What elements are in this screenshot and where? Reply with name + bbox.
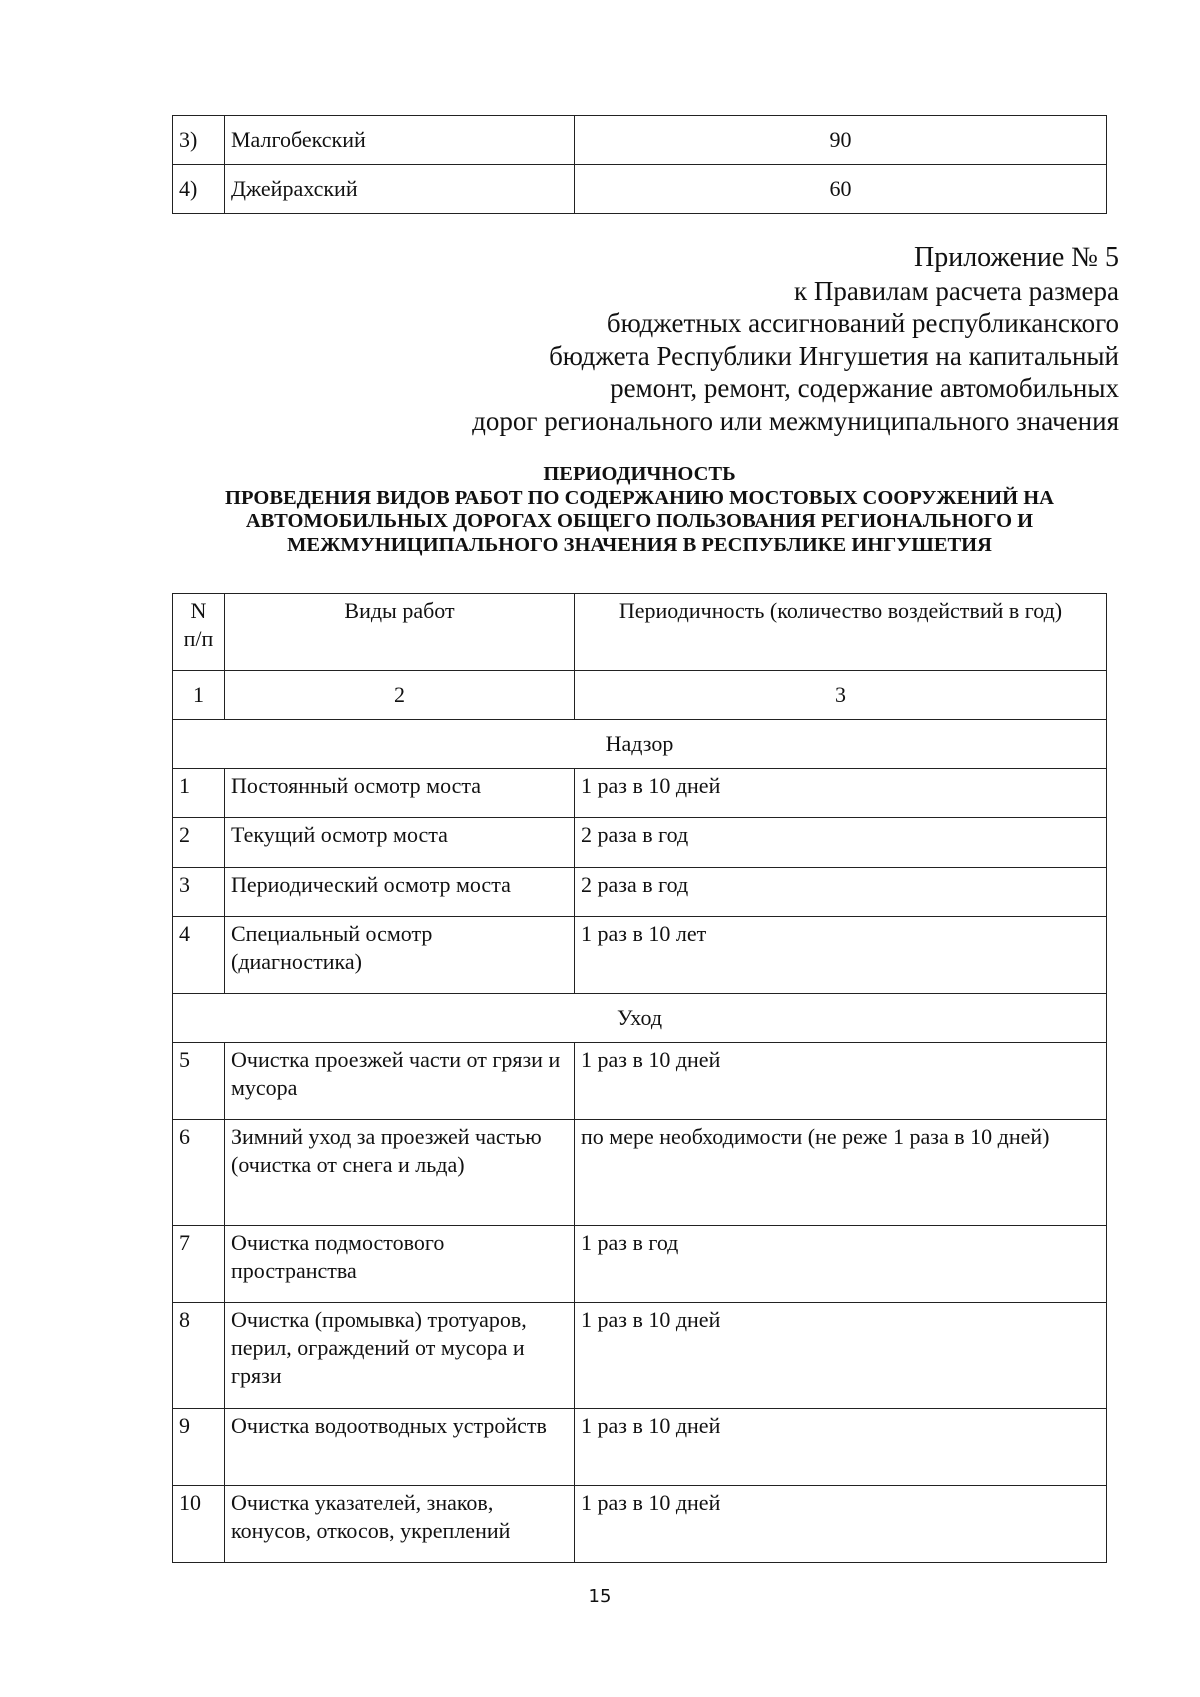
periodicity: 2 раза в год — [575, 868, 1107, 917]
table-row — [173, 1226, 1107, 1303]
district-value: 60 — [575, 165, 1107, 214]
work-type: Очистка указателей, знаков, конусов, откосов, укреплений — [225, 1486, 575, 1563]
table-row — [173, 1303, 1107, 1409]
work-type: Очистка (промывка) тротуаров, перил, ограждений от мусора и грязи — [225, 1303, 575, 1409]
appendix-line: к Правилам расчета размера — [793, 275, 1119, 306]
column-number: 2 — [225, 671, 575, 720]
row-number: 5 — [173, 1043, 225, 1120]
header-number: N п/п — [173, 594, 225, 671]
column-number: 1 — [173, 671, 225, 720]
row-number: 1 — [173, 769, 225, 818]
row-number: 8 — [173, 1303, 225, 1409]
row-number: 9 — [173, 1409, 225, 1486]
header-work: Виды работ — [225, 594, 575, 671]
table-row — [173, 917, 1107, 994]
periodicity: по мере необходимости (не реже 1 раза в 10 дней) — [575, 1120, 1107, 1226]
appendix-line: Приложение № 5 — [914, 242, 1119, 273]
appendix-header — [359, 242, 1119, 437]
table-row — [173, 1486, 1107, 1563]
title-line: ПРОВЕДЕНИЯ ВИДОВ РАБОТ ПО СОДЕРЖАНИЮ МОСТОВЫХ СООРУЖЕНИЙ НА — [225, 486, 1054, 509]
table-row — [173, 769, 1107, 818]
district-value: 90 — [575, 116, 1107, 165]
document-title — [172, 463, 1107, 557]
appendix-line: бюджета Республики Ингушетия на капитальный — [549, 340, 1119, 371]
table-row — [173, 868, 1107, 917]
row-number: 2 — [173, 818, 225, 868]
periodicity: 1 раз в 10 дней — [575, 1043, 1107, 1120]
column-number: 3 — [575, 671, 1107, 720]
title-line: ПЕРИОДИЧНОСТЬ — [543, 463, 736, 485]
title-line: МЕЖМУНИЦИПАЛЬНОГО ЗНАЧЕНИЯ В РЕСПУБЛИКЕ ИНГУШЕТИЯ — [287, 533, 992, 556]
table-row — [173, 116, 1107, 165]
work-type: Специальный осмотр (диагностика) — [225, 917, 575, 994]
table-row — [173, 1120, 1107, 1226]
periodicity-table — [172, 593, 1107, 1563]
periodicity: 1 раз в год — [575, 1226, 1107, 1303]
row-number: 6 — [173, 1120, 225, 1226]
periodicity: 2 раза в год — [575, 818, 1107, 868]
periodicity: 1 раз в 10 дней — [575, 769, 1107, 818]
table-header-row — [173, 594, 1107, 671]
section-title: Уход — [173, 994, 1107, 1043]
table-row — [173, 818, 1107, 868]
row-number: 3 — [173, 868, 225, 917]
table-row — [173, 1409, 1107, 1486]
work-type: Текущий осмотр моста — [225, 818, 575, 868]
section-row — [173, 994, 1107, 1043]
district-name: Малгобекский — [225, 116, 575, 165]
section-row — [173, 720, 1107, 769]
row-number: 7 — [173, 1226, 225, 1303]
work-type: Очистка водоотводных устройств — [225, 1409, 575, 1486]
periodicity: 1 раз в 10 дней — [575, 1486, 1107, 1563]
appendix-line: бюджетных ассигнований республиканского — [606, 308, 1119, 338]
work-type: Очистка подмостового пространства — [225, 1226, 575, 1303]
periodicity: 1 раз в 10 дней — [575, 1409, 1107, 1486]
work-type: Периодический осмотр моста — [225, 868, 575, 917]
table-row — [173, 165, 1107, 214]
appendix-line: ремонт, ремонт, содержание автомобильных — [610, 373, 1119, 403]
column-numbering-row — [173, 671, 1107, 720]
appendix-line: дорог регионального или межмуниципального значения — [472, 405, 1119, 436]
row-number: 4) — [173, 165, 225, 214]
work-type: Постоянный осмотр моста — [225, 769, 575, 818]
row-number: 3) — [173, 116, 225, 165]
work-type: Очистка проезжей части от грязи и мусора — [225, 1043, 575, 1120]
page-number: 15 — [588, 1586, 612, 1607]
district-name: Джейрахский — [225, 165, 575, 214]
periodicity: 1 раз в 10 лет — [575, 917, 1107, 994]
periodicity: 1 раз в 10 дней — [575, 1303, 1107, 1409]
top-table — [172, 115, 1107, 214]
row-number: 4 — [173, 917, 225, 994]
table-row — [173, 1043, 1107, 1120]
title-line: АВТОМОБИЛЬНЫХ ДОРОГАХ ОБЩЕГО ПОЛЬЗОВАНИЯ РЕГИОНАЛЬНОГО И — [245, 510, 1034, 532]
header-period: Периодичность (количество воздействий в год) — [575, 594, 1107, 671]
work-type: Зимний уход за проезжей частью (очистка от снега и льда) — [225, 1120, 575, 1226]
section-title: Надзор — [173, 720, 1107, 769]
row-number: 10 — [173, 1486, 225, 1563]
